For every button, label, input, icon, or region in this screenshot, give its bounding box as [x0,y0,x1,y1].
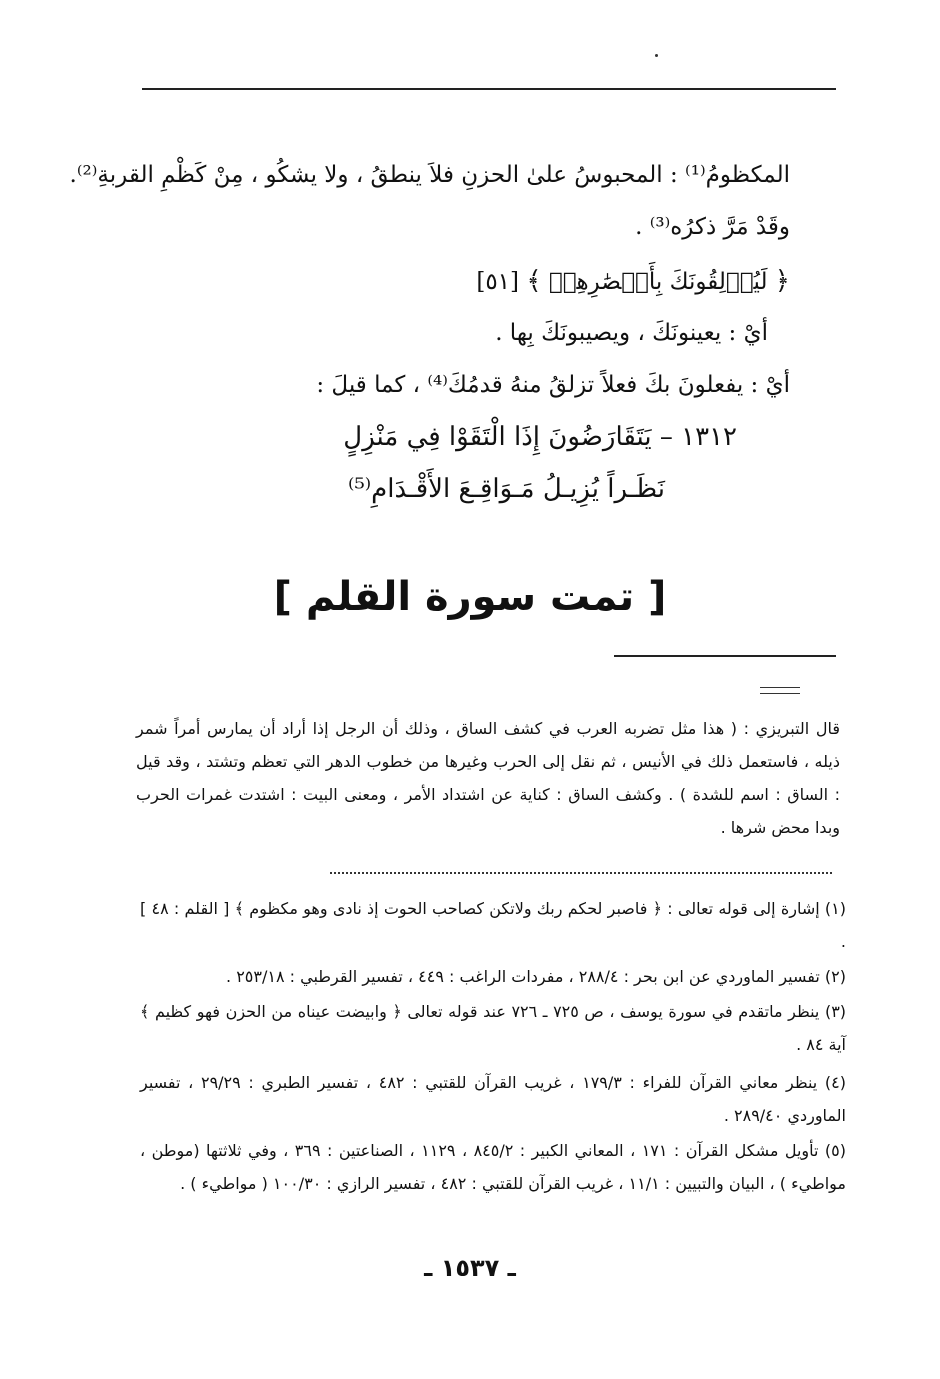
page-mark [655,54,658,57]
page-number: ـ ١٥٣٧ ـ [424,1254,516,1282]
footnote-2: (٢) تفسير الماوردي عن ابن بحر : ٢٨٨/٤ ، مفردات الراغب : ٤٤٩ ، تفسير القرطبي : ٢٥٣/١٨ . [226,967,846,986]
footnote-5: (٥) تأويل مشكل القرآن : ١٧١ ، المعاني الكبير : ٨٤٥/٢ ، ١١٢٩ ، الصناعتين : ٣٦٩ ، وفي ثلاثتها (موطن ، مواطيء ) ، البيان والتبيين : ١١/١ ، غريب القرآن للقتبي : ٤٨٢ ، تفسير الرازي : ١٠٠/٣٠ ( مواطيء ) . [140,1141,847,1193]
footnote-4: (٤) ينظر معاني القرآن للفراء : ١٧٩/٣ ، غريب القرآن للقتبي : ٤٨٢ ، تفسير الطبري : ٢٩/٢٩ ، تفسير الماوردي ٢٨٩/٤٠ . [140,1073,847,1125]
double-rule-mark [760,687,800,694]
footnote-separator [614,655,836,657]
verse-open-bracket: ﴿ [774,266,790,296]
commentary-line-4: أيْ : يفعلونَ بكَ فعلاً تزلقُ منهُ قدمُكَ⁽⁴⁾ ، كما قيلَ : [316,372,790,398]
dotted-separator [330,872,832,874]
footnote-3: (٣) ينظر ماتقدم في سورة يوسف ، ص ٧٢٥ ـ ٧٢٦ عند قوله تعالى ﴿ وابيضت عيناه من الحزن فهو كظيم ﴾ آية ٨٤ . [140,1002,847,1054]
editor-note: قال التبريزي : ( هذا مثل تضربه العرب في كشف الساق ، وذلك أن الرجل إذا أراد أن يمارس أمراً شمر ذيله ، فاستعمل ذلك في الأنيس ، ثم نقل إلى الحرب وغيرها من خطوب الدهر التي تعظم وتشتد ، وقد قيل : الساق : اسم للشدة ) . وكشف الساق : كناية عن اشتداد الأمر ، ومعنى البيت : اشتدت غمرات الحرب وبدا محض شرها . [136,719,840,837]
commentary-line-3: أيْ : يعينونَكَ ، ويصيبونَكَ بِها . [495,320,768,346]
header-rule [142,88,836,90]
verse-number: [٥١] [476,269,520,295]
poem-line-1: ١٣١٢ – يَتَقَارَضُونَ إِذَا الْتَقَوْا فِي مَنْزِلٍ [343,422,737,452]
verse-close-bracket: ﴾ [526,266,542,296]
poem-line-2: نَظَـراً يُزِيـلُ مَـوَاقِـعَ الأَقْـدَامِ⁽⁵⁾ [347,474,665,504]
commentary-line-1: المكظومُ⁽¹⁾ : المحبوسُ علىٰ الحزنِ فلاَ ينطقُ ، ولا يشكُو ، مِنْ كَظْمِ القربةِ⁽²⁾. [69,162,790,188]
commentary-line-2: وقَدْ مَرَّ ذكرُه⁽³⁾ . [635,214,790,240]
quran-verse [476,264,790,299]
verse-text: لَيُزۡلِقُونَكَ بِأَبۡصَٰرِهِمۡ [548,269,768,295]
footnote-1: (١) إشارة إلى قوله تعالى : ﴿ فاصبر لحكم ربك ولاتكن كصاحب الحوت إذ نادى وهو مكظوم ﴾ [ القلم : ٤٨ ] . [140,899,847,951]
sura-end-title: [ تمت سورة القلم ] [273,574,667,620]
